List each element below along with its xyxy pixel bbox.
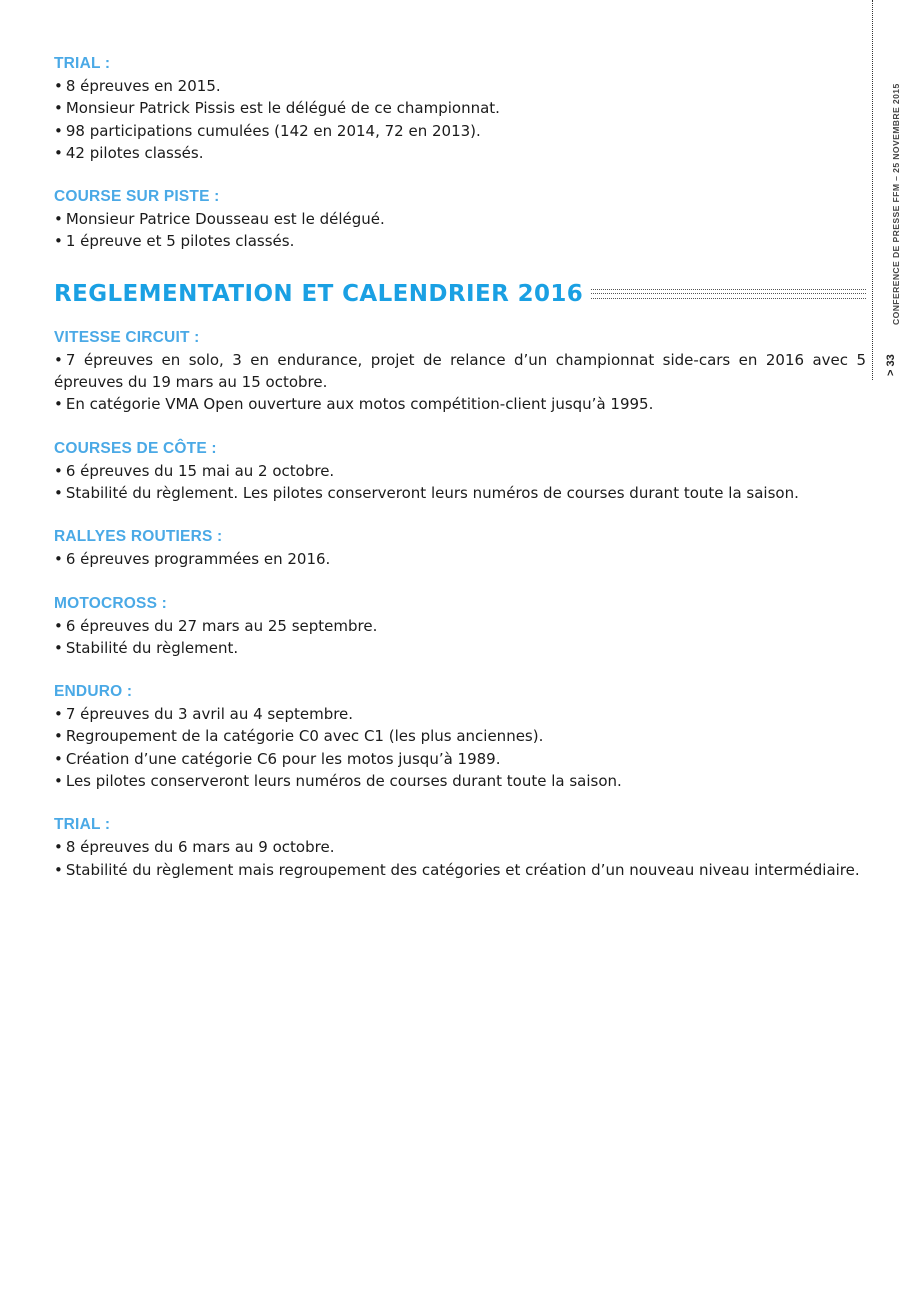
list-item	[54, 836, 866, 858]
section-enduro	[54, 681, 866, 792]
list-item	[54, 208, 866, 230]
list-item	[54, 770, 866, 792]
sidebar-dotted-line	[872, 0, 873, 380]
section-trial-2015	[54, 53, 866, 164]
list-item	[54, 725, 866, 747]
list-item	[54, 703, 866, 725]
list-item-text: 42 pilotes classés.	[65, 143, 204, 162]
list-item	[54, 548, 866, 570]
section-title: RALLYES ROUTIERS :	[54, 528, 223, 546]
section-title: COURSE SUR PISTE :	[54, 188, 220, 206]
list-item-text: Monsieur Patrick Pissis est le délégué de ce championnat.	[65, 99, 500, 118]
list-item-text: 7 épreuves du 3 avril au 4 septembre.	[65, 705, 354, 724]
section-courses-de-cote	[54, 438, 866, 505]
bullet-dot: •	[54, 616, 63, 635]
list-item	[54, 349, 866, 394]
list-item-text: Monsieur Patrice Dousseau est le délégué.	[65, 210, 385, 229]
sidebar-conference-label: CONFERENCE DE PRESSE FFM – 25 NOVEMBRE 2015	[891, 83, 901, 325]
bullet-list	[54, 548, 866, 570]
bullet-dot: •	[54, 121, 63, 140]
list-item	[54, 75, 866, 97]
bullet-dot: •	[54, 838, 63, 857]
list-item	[54, 637, 866, 659]
bullet-list	[54, 615, 866, 660]
bullet-list	[54, 703, 866, 792]
list-item-text: Stabilité du règlement mais regroupement des catégories et création d’un nouveau niveau intermédiaire.	[65, 860, 860, 879]
bullet-dot: •	[54, 232, 63, 251]
bullet-dot: •	[54, 77, 63, 95]
list-item	[54, 859, 866, 881]
section-title: COURSES DE CÔTE :	[54, 439, 217, 457]
section-title: MOTOCROSS :	[54, 594, 168, 612]
list-item	[54, 97, 866, 119]
section-trial-2016	[54, 814, 866, 881]
list-item-text: 6 épreuves du 15 mai au 2 octobre.	[65, 461, 335, 480]
bullet-list	[54, 836, 866, 881]
list-item-text: 98 participations cumulées (142 en 2014, 72 en 2013).	[65, 121, 481, 140]
bullet-dot: •	[54, 705, 63, 724]
main-heading: REGLEMENTATION ET CALENDRIER 2016	[54, 280, 584, 307]
page-number: > 33	[885, 354, 897, 376]
list-item-text: Création d’une catégorie C6 pour les motos jusqu’à 1989.	[65, 749, 501, 768]
list-item	[54, 230, 866, 252]
heading-dotted-rule	[591, 289, 866, 299]
list-item-text: 1 épreuve et 5 pilotes classés.	[65, 232, 295, 251]
bullet-dot: •	[54, 860, 63, 879]
list-item-text: 8 épreuves du 6 mars au 9 octobre.	[65, 838, 335, 857]
list-item-text: Stabilité du règlement.	[65, 638, 239, 657]
section-motocross	[54, 593, 866, 660]
bullet-dot: •	[54, 461, 63, 480]
list-item	[54, 460, 866, 482]
bullet-list	[54, 460, 866, 505]
list-item-text: En catégorie VMA Open ouverture aux motos compétition-client jusqu’à 1995.	[65, 395, 654, 414]
list-item	[54, 615, 866, 637]
list-item-text: 8 épreuves en 2015.	[65, 77, 221, 95]
section-title: TRIAL :	[54, 55, 111, 72]
list-item-text: 6 épreuves programmées en 2016.	[65, 550, 331, 569]
list-item-text: Les pilotes conserveront leurs numéros de courses durant toute la saison.	[65, 772, 622, 791]
section-title: TRIAL :	[54, 816, 111, 834]
list-item-text: 6 épreuves du 27 mars au 25 septembre.	[65, 616, 378, 635]
bullet-dot: •	[54, 350, 63, 369]
page-content	[54, 53, 866, 881]
list-item	[54, 120, 866, 142]
list-item-text: 7 épreuves en solo, 3 en endurance, projet de relance d’un championnat side-cars en 2016 avec 5 épreuves du 19 mars au 15 octobre.	[54, 350, 866, 392]
bullet-dot: •	[54, 772, 63, 791]
bullet-dot: •	[54, 143, 63, 162]
section-rallyes-routiers	[54, 526, 866, 570]
list-item	[54, 748, 866, 770]
bullet-dot: •	[54, 210, 63, 229]
section-title: ENDURO :	[54, 683, 133, 701]
list-item	[54, 393, 866, 415]
section-vitesse-circuit	[54, 327, 866, 416]
list-item	[54, 482, 866, 504]
bullet-dot: •	[54, 483, 63, 502]
list-item-text: Stabilité du règlement. Les pilotes conserveront leurs numéros de courses durant toute la saison.	[65, 483, 799, 502]
bullet-list	[54, 208, 866, 253]
list-item	[54, 142, 866, 164]
section-course-sur-piste	[54, 186, 866, 253]
main-heading-row	[54, 279, 866, 309]
bullet-dot: •	[54, 99, 63, 118]
list-item-text: Regroupement de la catégorie C0 avec C1 (les plus anciennes).	[65, 727, 544, 746]
bullet-list	[54, 349, 866, 416]
bullet-dot: •	[54, 749, 63, 768]
bullet-dot: •	[54, 395, 63, 414]
section-title: VITESSE CIRCUIT :	[54, 328, 200, 346]
bullet-dot: •	[54, 727, 63, 746]
bullet-dot: •	[54, 550, 63, 569]
bullet-list	[54, 75, 866, 164]
bullet-dot: •	[54, 638, 63, 657]
